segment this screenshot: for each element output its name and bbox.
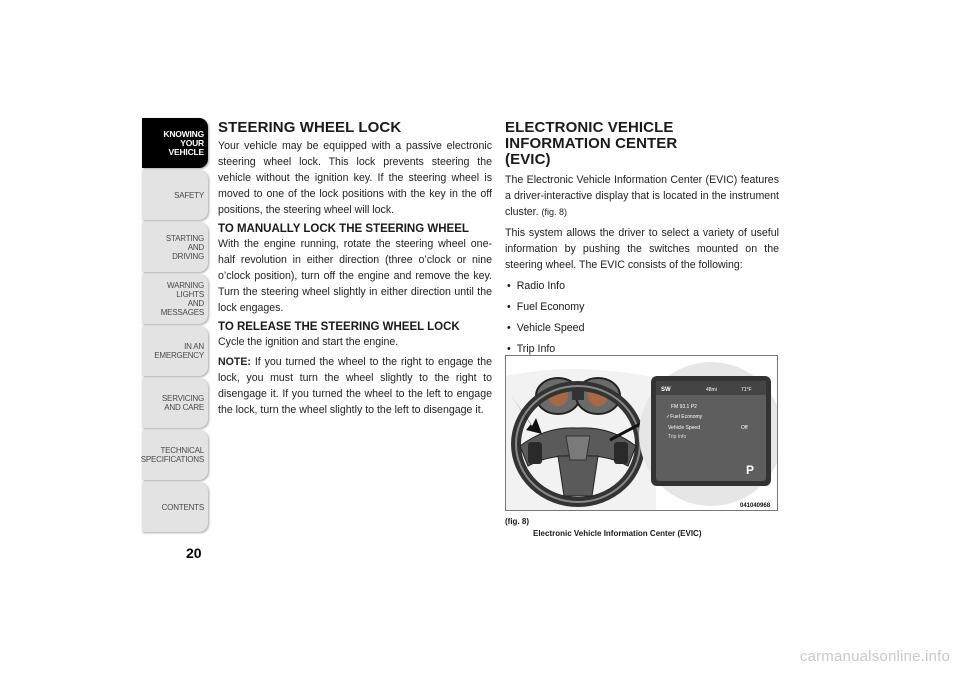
figure-code: 041040968 bbox=[740, 503, 771, 509]
list-item: • Vehicle Speed bbox=[505, 320, 779, 336]
evic-intro-paragraph bbox=[505, 172, 779, 220]
display-compass: SW bbox=[661, 387, 671, 393]
tab-label: STARTING AND DRIVING bbox=[165, 233, 204, 261]
evic-section bbox=[505, 120, 779, 362]
figure-reference: (fig. 8) bbox=[541, 207, 568, 217]
tab-in-an-emergency[interactable] bbox=[142, 326, 208, 376]
tab-safety[interactable] bbox=[142, 170, 208, 220]
display-menu-fuel: ✓Fuel Economy bbox=[666, 414, 703, 420]
evic-intro-text: The Electronic Vehicle Information Center (EVIC) features a driver-interactive display that is located in the instrument cluster. bbox=[505, 174, 779, 218]
tab-label: IN AN EMERGENCY bbox=[154, 342, 204, 360]
figure-number: (fig. 8) bbox=[505, 517, 529, 526]
tab-knowing-your-vehicle[interactable] bbox=[142, 118, 208, 168]
tab-starting-and-driving[interactable] bbox=[142, 222, 208, 272]
section-title: ELECTRONIC VEHICLE INFORMATION CENTER (EVIC) bbox=[505, 119, 678, 168]
tab-label: SAFETY bbox=[174, 190, 204, 200]
section-title: STEERING WHEEL LOCK bbox=[218, 119, 402, 136]
steering-wheel-illustration bbox=[506, 356, 778, 511]
evic-figure bbox=[505, 355, 778, 511]
chapter-tabs bbox=[142, 118, 210, 534]
tab-label: KNOWING YOUR VEHICLE bbox=[163, 128, 204, 157]
tab-technical-specifications[interactable] bbox=[142, 430, 208, 480]
note-text: If you turned the wheel to the right to engage the lock, you must turn the wheel slightly to the right to disengage it. If you turned the wheel to the left to engage the lock, turn the wheel slightly to the left to disengage it. bbox=[218, 356, 492, 416]
display-menu-speed: Vehicle Speed bbox=[668, 425, 700, 431]
display-menu-trip: Trip Info bbox=[668, 434, 687, 440]
figure-caption: Electronic Vehicle Information Center (EVIC) bbox=[533, 529, 702, 538]
list-item: • Trip Info bbox=[505, 341, 779, 357]
display-odometer: 48mi bbox=[706, 387, 717, 393]
steering-wheel-lock-section bbox=[218, 120, 492, 418]
evic-feature-list bbox=[505, 278, 779, 357]
display-speed-value: Off bbox=[741, 425, 748, 431]
intro-paragraph: Your vehicle may be equipped with a passive electronic steering wheel lock. This lock prevents steering the vehicle without the ignition key. If the steering wheel is moved to one of the lock positions with the key in the off positions, the steering wheel will lock. bbox=[218, 140, 492, 216]
tab-contents[interactable] bbox=[142, 482, 208, 532]
watermark: carmanualsonline.info bbox=[799, 648, 950, 665]
tab-warning-lights[interactable] bbox=[142, 274, 208, 324]
list-item: • Radio Info bbox=[505, 278, 779, 294]
evic-system-paragraph: This system allows the driver to select a variety of useful information by pushing the switches mounted on the steering wheel. The EVIC consists of the following: bbox=[505, 227, 779, 271]
tab-servicing-and-care[interactable] bbox=[142, 378, 208, 428]
page-number: 20 bbox=[186, 545, 202, 561]
tab-label: SERVICING AND CARE bbox=[161, 394, 204, 412]
note-paragraph bbox=[218, 354, 492, 418]
display-gear: P bbox=[746, 463, 755, 477]
display-temp: 71°F bbox=[741, 387, 752, 393]
display-radio: FM 93.1 P2 bbox=[671, 404, 697, 410]
tab-label: TECHNICAL SPECIFICATIONS bbox=[140, 446, 204, 464]
release-lock-heading: TO RELEASE THE STEERING WHEEL LOCK bbox=[218, 321, 460, 333]
list-item: • Fuel Economy bbox=[505, 299, 779, 315]
manual-lock-paragraph: With the engine running, rotate the steering wheel one-half revolution in either direction (three o’clock or nine o’clock position), turn off the engine and remove the key. Turn the steering wheel slightly in either direction until the lock engages. bbox=[218, 238, 492, 314]
release-lock-paragraph: Cycle the ignition and start the engine. bbox=[218, 336, 399, 348]
note-label: NOTE: bbox=[218, 356, 251, 368]
tab-label: WARNING LIGHTS AND MESSAGES bbox=[160, 281, 204, 317]
tab-label: CONTENTS bbox=[161, 502, 204, 512]
manual-lock-heading: TO MANUALLY LOCK THE STEERING WHEEL bbox=[218, 223, 469, 235]
